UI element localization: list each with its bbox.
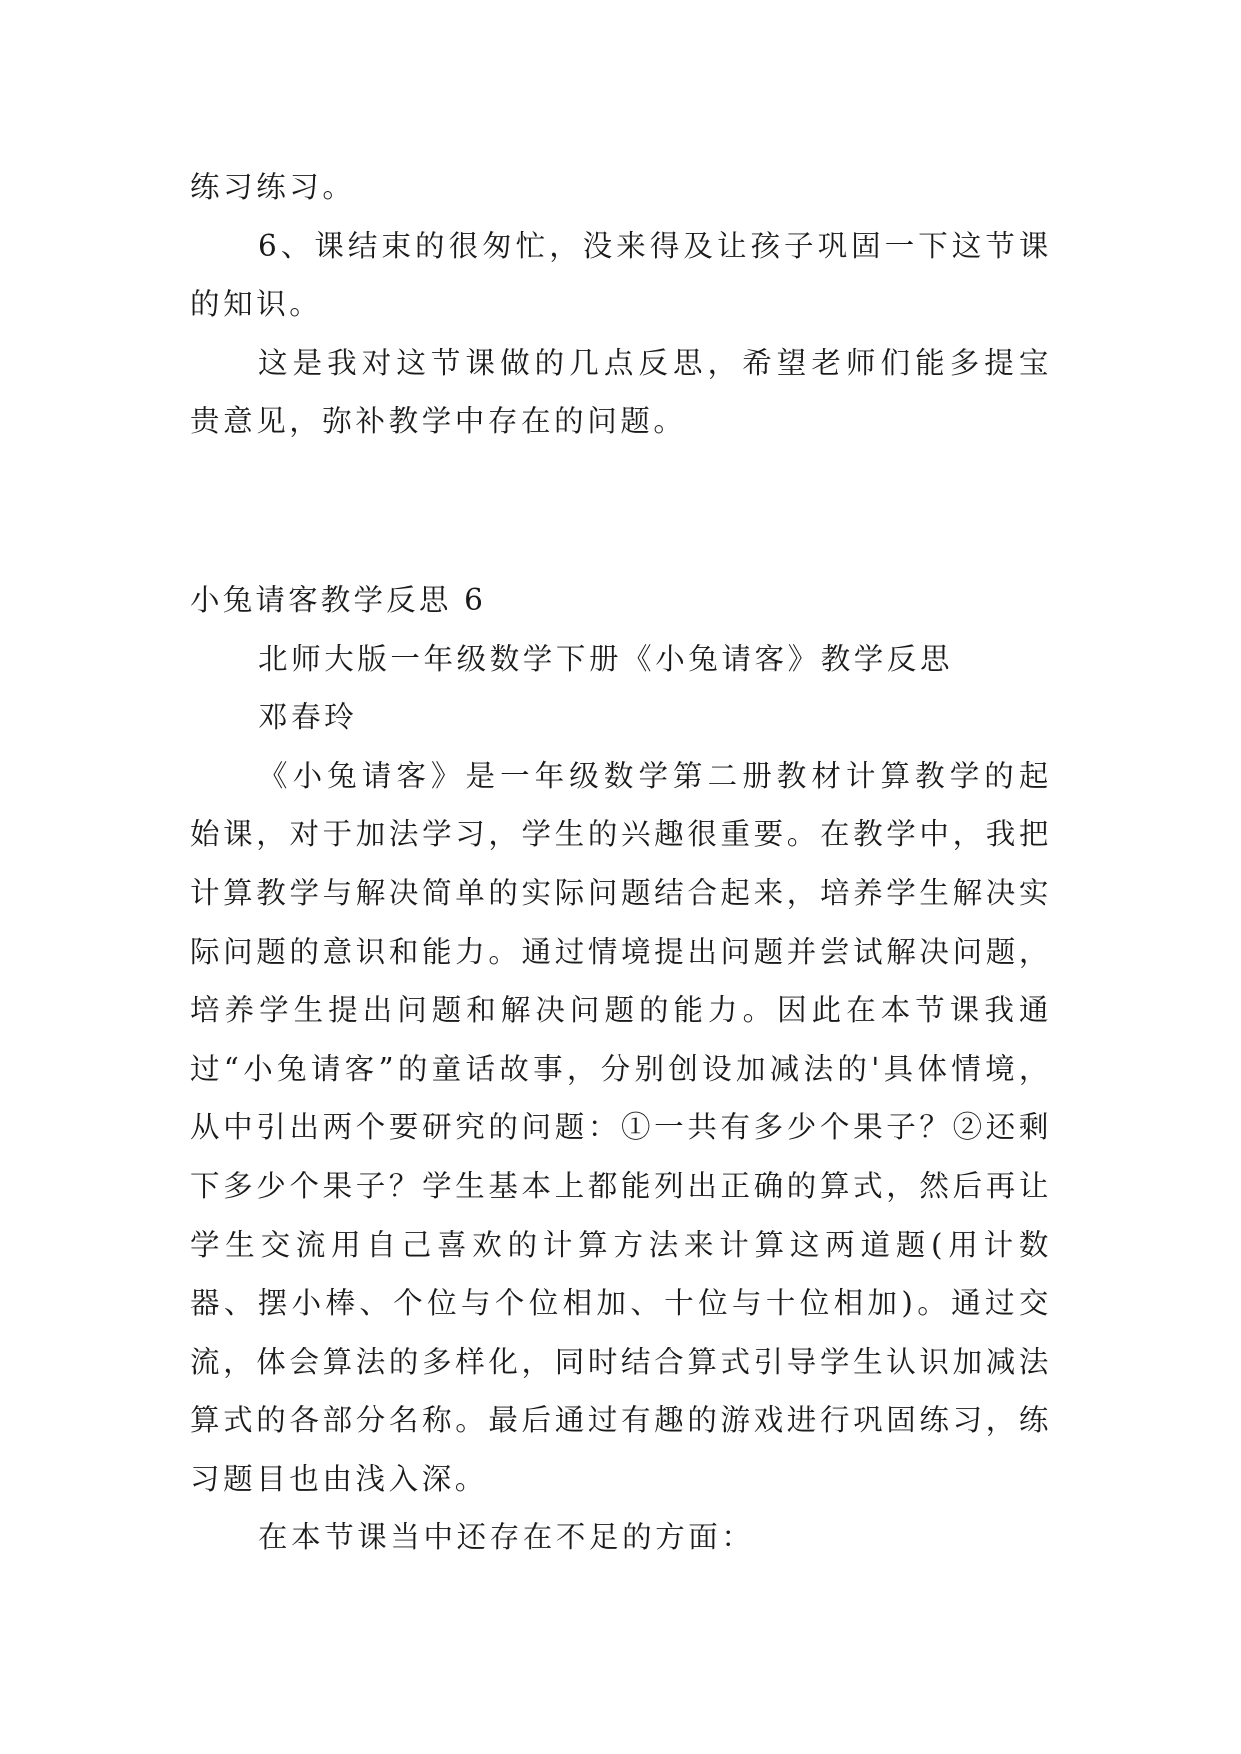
article-title: 小兔请客教学反思 6 [190, 582, 487, 617]
section-gap [190, 451, 1052, 571]
article-author: 邓春玲 [258, 700, 358, 735]
article-closing-paragraph: 在本节课当中还存在不足的方面： [258, 1520, 755, 1555]
article-body-paragraph: 《小兔请客》是一年级数学第二册教材计算教学的起始课，对于加法学习，学生的兴趣很重要。在教学中，我把计算教学与解决简单的实际问题结合起来，培养学生解决实际问题的意识和能力。通过情境提出问题并尝试解决问题，培养学生提出问题和解决问题的能力。因此在本节课我通过“小兔请客”的童话故事，分别创设加减法的'具体情境，从中引出两个要研究的问题：①一共有多少个果子？②还剩下多少个果子？学生基本上都能列出正确的算式，然后再让学生交流用自己喜欢的计算方法来计算这两道题(用计数器、摆小棒、个位与个位相加、十位与十位相加)。通过交流，体会算法的多样化，同时结合算式引导学生认识加减法算式的各部分名称。最后通过有趣的游戏进行巩固练习，练习题目也由浅入深。 [190, 758, 1052, 1496]
continued-line: 练习练习。 [190, 170, 356, 204]
document-content [190, 158, 1052, 1567]
closing-remark: 这是我对这节课做的几点反思，希望老师们能多提宝贵意见，弥补教学中存在的问题。 [190, 345, 1052, 439]
reflection-point-6: 6、课结束的很匆忙，没来得及让孩子巩固一下这节课的知识。 [190, 228, 1052, 322]
article-subtitle: 北师大版一年级数学下册《小兔请客》教学反思 [258, 641, 954, 676]
